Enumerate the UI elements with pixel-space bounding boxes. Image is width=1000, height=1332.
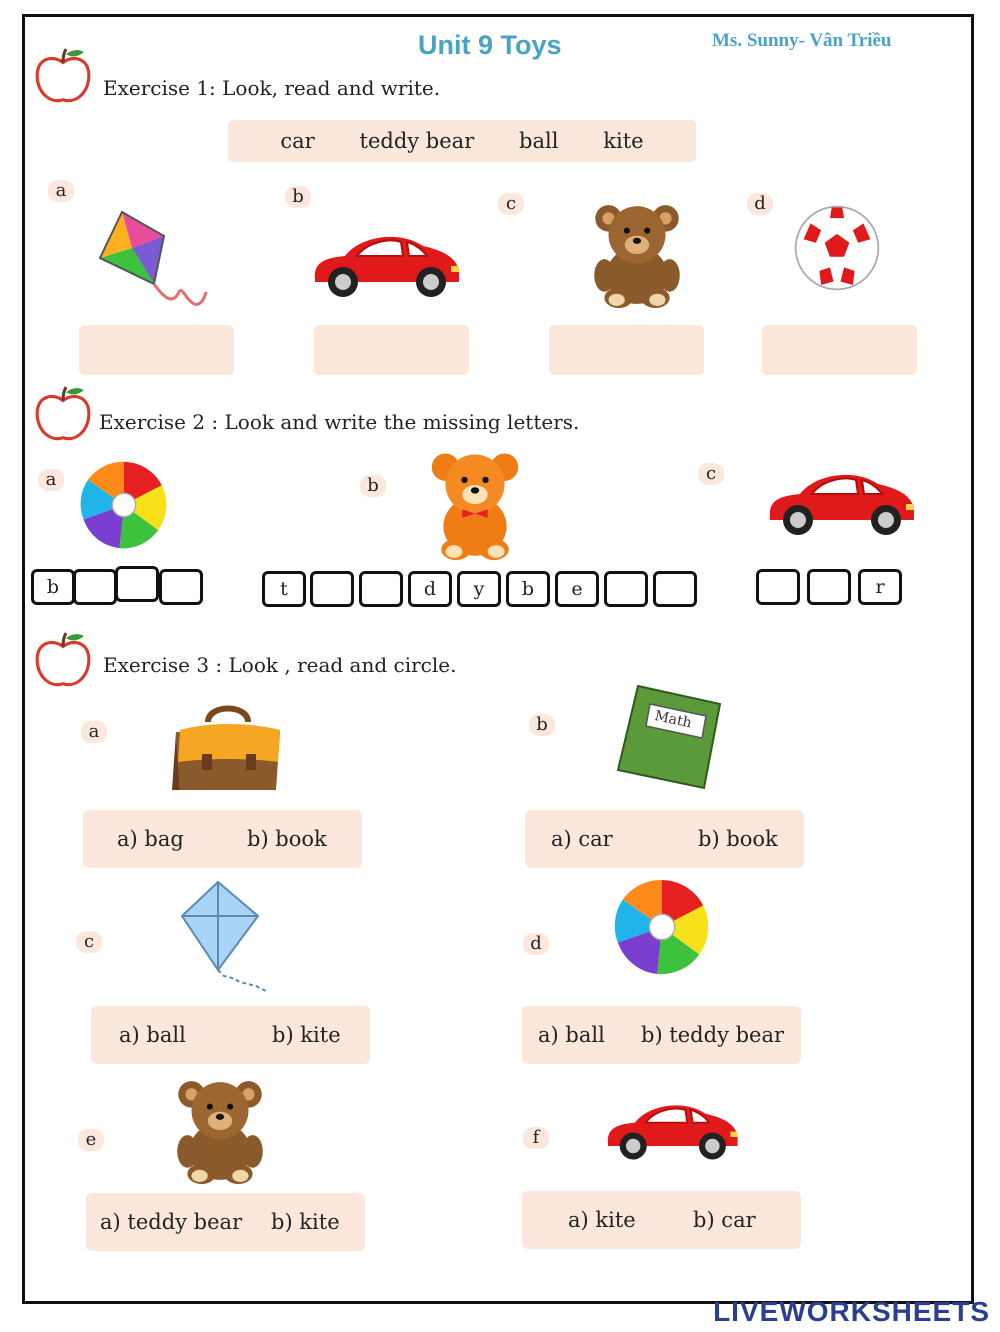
letter-box[interactable] <box>73 569 117 605</box>
choice-box <box>522 1191 801 1249</box>
option-b[interactable]: b) book <box>698 827 778 851</box>
choice-box <box>86 1193 365 1251</box>
letter-box[interactable]: y <box>457 571 501 607</box>
item-letter: f <box>523 1127 549 1149</box>
option-b[interactable]: b) teddy bear <box>641 1023 785 1047</box>
letter-box[interactable] <box>807 569 851 605</box>
answer-field[interactable] <box>762 325 917 375</box>
letter-box[interactable] <box>115 566 159 602</box>
choice-box <box>522 1006 801 1064</box>
letter-box[interactable]: b <box>31 569 75 605</box>
word-bank-item: ball <box>519 129 559 153</box>
beach-ball-picture <box>610 878 714 976</box>
apple-icon <box>32 630 94 692</box>
option-a[interactable]: a) teddy bear <box>100 1210 243 1234</box>
item-letter: b <box>285 186 311 208</box>
exercise3-heading: Exercise 3 : Look , read and circle. <box>103 653 457 677</box>
letter-box[interactable] <box>604 571 648 607</box>
item-letter: e <box>78 1129 104 1151</box>
option-b[interactable]: b) kite <box>271 1210 340 1234</box>
car-picture <box>750 460 930 540</box>
author-credit: Ms. Sunny- Vân Triều <box>712 30 892 51</box>
letter-box[interactable]: b <box>506 571 550 607</box>
math-book-picture <box>612 682 724 792</box>
letter-box[interactable]: r <box>858 569 902 605</box>
letter-box[interactable]: d <box>408 571 452 607</box>
car-picture <box>305 222 465 302</box>
kite-picture <box>178 880 278 996</box>
item-letter: a <box>38 469 64 491</box>
book-label: Math <box>653 708 694 732</box>
option-b[interactable]: b) kite <box>272 1023 341 1047</box>
item-letter: d <box>523 933 549 955</box>
option-a[interactable]: a) ball <box>119 1023 186 1047</box>
page-title: Unit 9 Toys <box>418 30 562 60</box>
answer-field[interactable] <box>549 325 704 375</box>
choice-box <box>91 1006 370 1064</box>
option-a[interactable]: a) ball <box>538 1023 605 1047</box>
letter-box[interactable] <box>756 569 800 605</box>
item-letter: c <box>698 463 724 485</box>
liveworksheets-logo <box>713 1296 990 1328</box>
logo-text: LIVEWORKSHEETS <box>713 1296 990 1327</box>
item-letter: c <box>76 931 102 953</box>
letter-box[interactable] <box>653 571 697 607</box>
ball-picture <box>793 204 881 292</box>
letter-box[interactable]: e <box>555 571 599 607</box>
apple-icon <box>32 46 94 108</box>
teddy-bear-picture <box>168 1072 272 1184</box>
exercise2-heading: Exercise 2 : Look and write the missing letters. <box>99 410 580 434</box>
letter-box[interactable] <box>310 571 354 607</box>
option-a[interactable]: a) kite <box>568 1208 636 1232</box>
letter-box[interactable] <box>159 569 203 605</box>
teddy-bear-picture <box>420 444 530 560</box>
option-a[interactable]: a) car <box>551 827 613 851</box>
item-letter: a <box>81 721 107 743</box>
car-picture <box>592 1092 750 1164</box>
word-bank <box>228 120 696 162</box>
word-bank-item: car <box>280 129 315 153</box>
option-b[interactable]: b) book <box>247 827 327 851</box>
item-letter: c <box>498 193 524 215</box>
choice-box <box>525 810 804 868</box>
letter-box[interactable]: t <box>262 571 306 607</box>
bag-picture <box>168 702 288 794</box>
option-b[interactable]: b) car <box>693 1208 756 1232</box>
letter-box[interactable] <box>359 571 403 607</box>
option-a[interactable]: a) bag <box>117 827 184 851</box>
answer-field[interactable] <box>314 325 469 375</box>
kite-picture <box>98 208 210 312</box>
item-letter: b <box>529 714 555 736</box>
item-letter: b <box>360 475 386 497</box>
word-bank-item: teddy bear <box>359 129 475 153</box>
teddy-bear-picture <box>585 196 689 308</box>
choice-box <box>83 810 362 868</box>
item-letter: d <box>747 193 773 215</box>
apple-icon <box>32 384 94 446</box>
answer-field[interactable] <box>79 325 234 375</box>
beach-ball-picture <box>76 460 172 550</box>
item-letter: a <box>48 180 74 202</box>
word-bank-item: kite <box>603 129 644 153</box>
exercise1-heading: Exercise 1: Look, read and write. <box>103 76 441 100</box>
